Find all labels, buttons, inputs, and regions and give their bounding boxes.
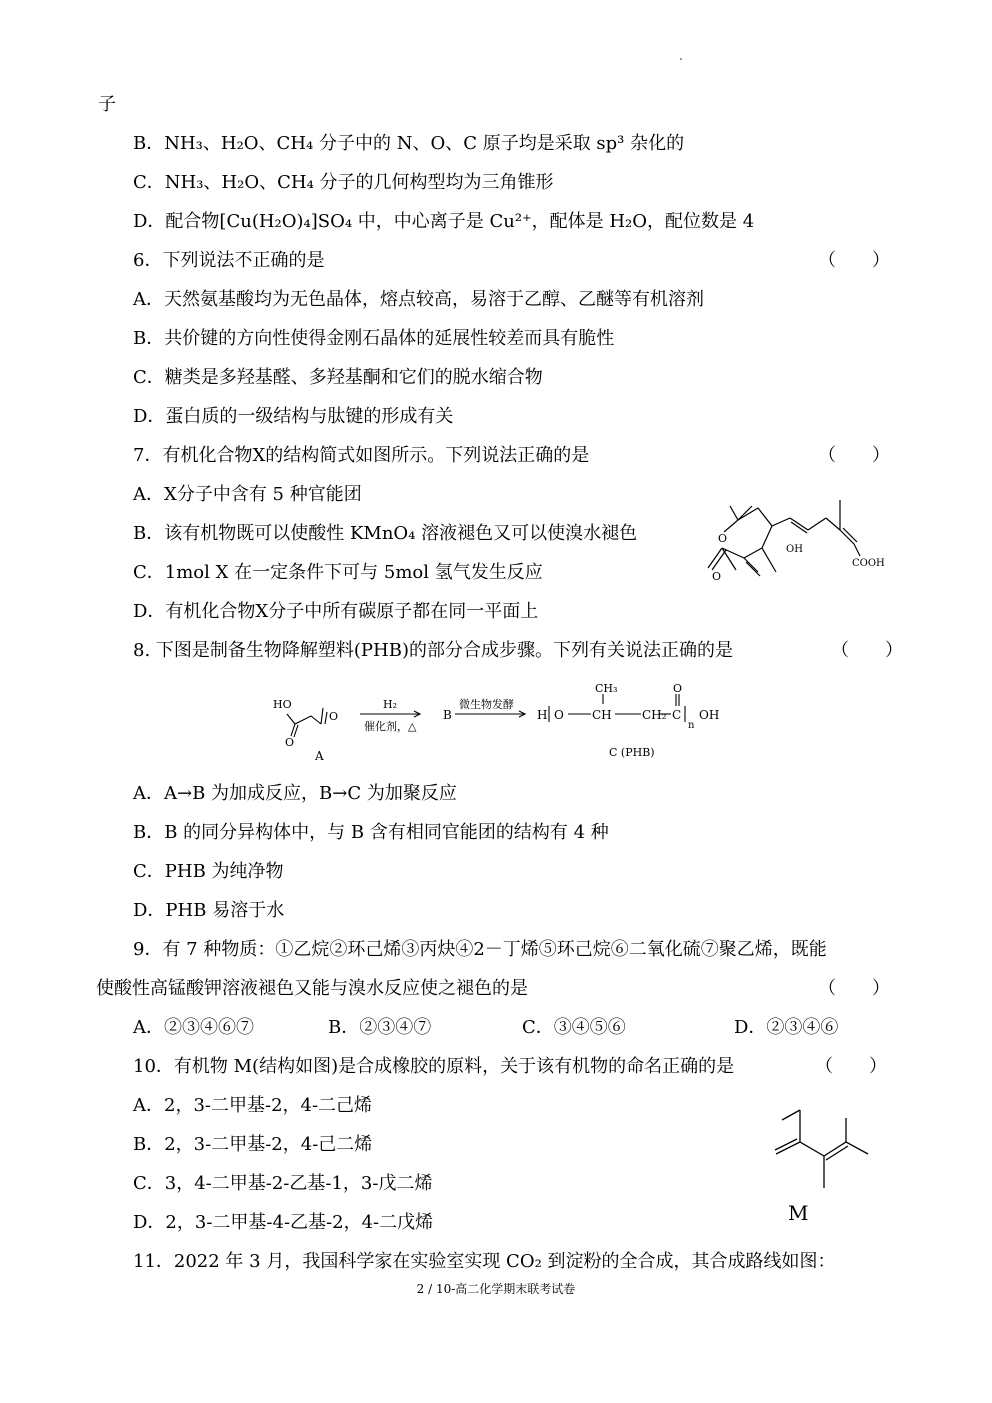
option-line: B．B 的同分异构体中，与 B 含有相同官能团的结构有 4 种 bbox=[133, 822, 609, 843]
question-9: 9．有 7 种物质：①乙烷②环己烯③丙炔④2－丁烯⑤环己烷⑥二氧化硫⑦聚乙烯，既能 bbox=[133, 939, 827, 960]
question-11: 11．2022 年 3 月，我国科学家在实验室实现 CO₂ 到淀粉的全合成，其合成路线如图： bbox=[133, 1251, 836, 1272]
oxygen-label: O bbox=[712, 570, 722, 583]
carboxyl-label: COOH bbox=[852, 558, 885, 569]
compound-c-label: C (PHB) bbox=[609, 746, 655, 759]
option-d: D．②③④⑥ bbox=[734, 1017, 839, 1038]
option-line: B．该有机物既可以使酸性 KMnO₄ 溶液褪色又可以使溴水褪色 bbox=[133, 523, 638, 544]
label-o: O bbox=[329, 710, 339, 723]
compound-m-structure bbox=[768, 1098, 878, 1228]
answer-paren: （ ） bbox=[818, 250, 890, 271]
option-c: C．③④⑤⑥ bbox=[522, 1017, 626, 1038]
arrow1-reagent: H₂ bbox=[383, 698, 398, 711]
option-b: B．②③④⑦ bbox=[328, 1017, 432, 1038]
option-line: C．PHB 为纯净物 bbox=[133, 861, 284, 882]
option-a: A．②③④⑥⑦ bbox=[133, 1017, 254, 1038]
question-7: 7．有机化合物X的结构简式如图所示。下列说法正确的是 bbox=[133, 445, 590, 466]
oxygen-label: O bbox=[718, 532, 728, 545]
question-8: 8. 下图是制备生物降解塑料(PHB)的部分合成步骤。下列有关说法正确的是 bbox=[133, 640, 733, 661]
question-10: 10．有机物 M(结构如图)是合成橡胶的原料，关于该有机物的命名正确的是 bbox=[133, 1056, 735, 1077]
label-o: O bbox=[673, 682, 683, 695]
label-ch2: CH₂ bbox=[642, 708, 667, 722]
answer-paren: （ ） bbox=[815, 1056, 887, 1077]
option-line: C．1mol X 在一定条件下可与 5mol 氢气发生反应 bbox=[133, 562, 543, 583]
option-line: D．蛋白质的一级结构与肽键的形成有关 bbox=[133, 406, 454, 427]
answer-paren: （ ） bbox=[831, 640, 903, 661]
compound-b-label: B bbox=[443, 708, 452, 722]
option-line: A．2，3-二甲基-2，4-二己烯 bbox=[133, 1095, 373, 1116]
compound-a-label: A bbox=[315, 749, 324, 763]
option-line: D．PHB 易溶于水 bbox=[133, 900, 285, 921]
label-o: O bbox=[285, 736, 295, 749]
hydroxyl-label: OH bbox=[786, 544, 803, 555]
text-line: 子 bbox=[98, 94, 116, 115]
option-line: C．NH₃、H₂O、CH₄ 分子的几何构型均为三角锥形 bbox=[133, 172, 554, 193]
arrow2-condition: 微生物发酵 bbox=[459, 698, 514, 711]
option-line: A．天然氨基酸均为无色晶体，熔点较高，易溶于乙醇、乙醚等有机溶剂 bbox=[133, 289, 704, 310]
answer-paren: （ ） bbox=[818, 445, 890, 466]
label-c: C bbox=[672, 708, 682, 722]
label-ho: HO bbox=[273, 698, 292, 711]
option-line: C．糖类是多羟基醛、多羟基酮和它们的脱水缩合物 bbox=[133, 367, 543, 388]
label-ch: CH bbox=[592, 708, 612, 722]
label-o: O bbox=[554, 708, 564, 722]
option-line: D．配合物[Cu(H₂O)₄]SO₄ 中，中心离子是 Cu²⁺，配体是 H₂O，配位数是 4 bbox=[133, 211, 755, 232]
option-line: C．3，4-二甲基-2-乙基-1，3-戊二烯 bbox=[133, 1173, 433, 1194]
option-line: B．共价键的方向性使得金刚石晶体的延展性较差而具有脆性 bbox=[133, 328, 615, 349]
phb-synthesis-scheme bbox=[265, 678, 735, 768]
option-line: D．有机化合物X分子中所有碳原子都在同一平面上 bbox=[133, 601, 539, 622]
page-footer: 2 / 10-高二化学期末联考试卷 bbox=[416, 1282, 576, 1296]
arrow1-condition: 催化剂，△ bbox=[364, 720, 417, 733]
question-6: 6．下列说法不正确的是 bbox=[133, 250, 325, 271]
label-h: H bbox=[537, 708, 548, 722]
option-line: A．A→B 为加成反应，B→C 为加聚反应 bbox=[133, 783, 457, 804]
compound-m-label: M bbox=[788, 1201, 809, 1225]
compound-x-structure bbox=[690, 490, 895, 590]
question-9-cont: 使酸性高锰酸钾溶液褪色又能与溴水反应使之褪色的是 bbox=[96, 978, 528, 999]
option-line: A．X分子中含有 5 种官能团 bbox=[133, 484, 362, 505]
label-n: n bbox=[688, 720, 695, 731]
scan-speck bbox=[680, 58, 682, 60]
option-line: B．2，3-二甲基-2，4-己二烯 bbox=[133, 1134, 373, 1155]
option-line: D．2，3-二甲基-4-乙基-2，4-二戊烯 bbox=[133, 1212, 434, 1233]
answer-paren: （ ） bbox=[818, 978, 890, 999]
label-oh: OH bbox=[699, 708, 720, 722]
option-line: B．NH₃、H₂O、CH₄ 分子中的 N、O、C 原子均是采取 sp³ 杂化的 bbox=[133, 133, 685, 154]
label-ch3: CH₃ bbox=[595, 682, 618, 695]
